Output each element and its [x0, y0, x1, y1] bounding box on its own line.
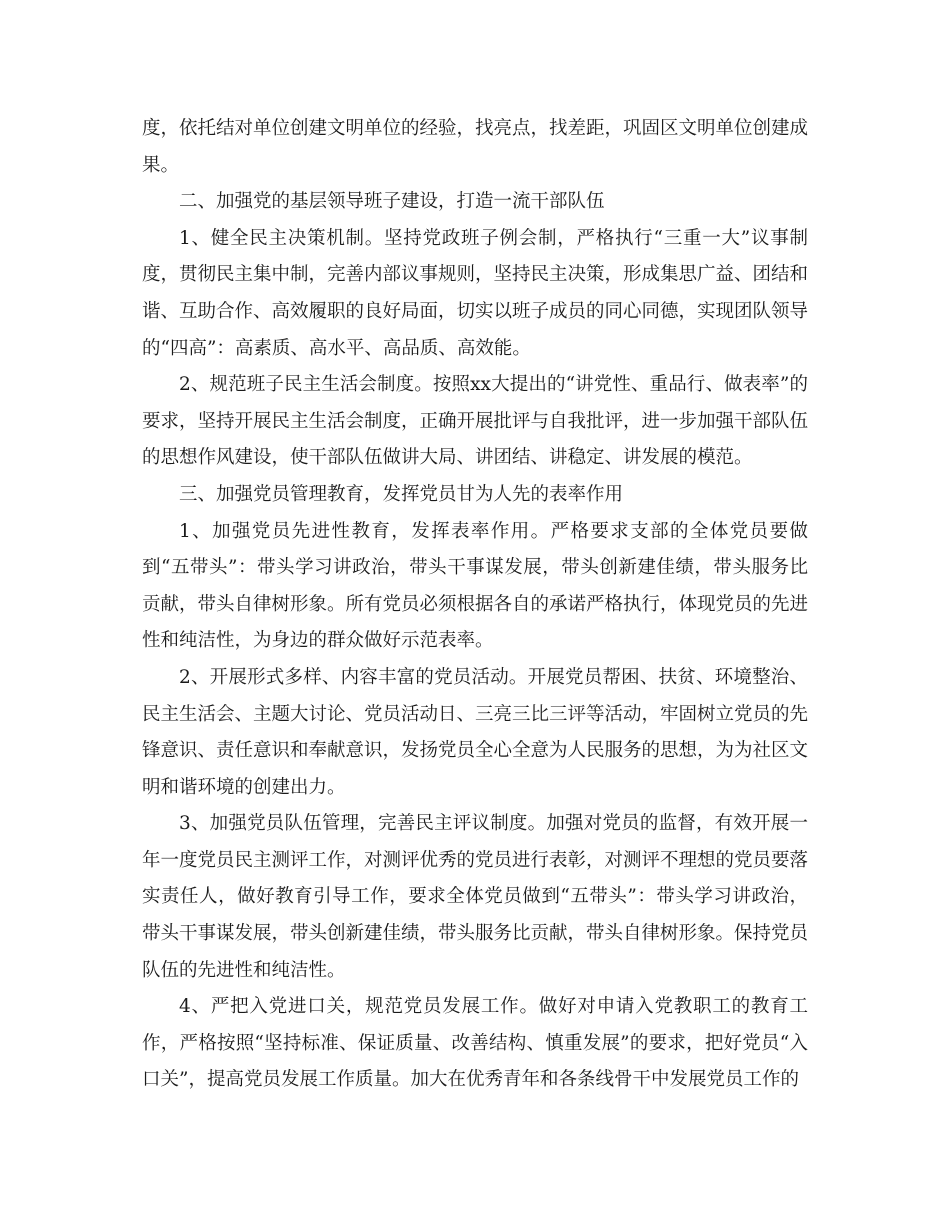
paragraph-3-2: 2、开展形式多样、内容丰富的党员活动。开展党员帮困、扶贫、环境整治、民主生活会、主题大讨论、党员活动日、三亮三比三评等活动，牢固树立党员的先锋意识、责任意识和奉献意识，发扬党员全心全意为人民服务的思想，为为社区文明和谐环境的创建出力。 [142, 666, 809, 798]
paragraph-2-2: 2、规范班子民主生活会制度。按照xx大提出的“讲党性、重品行、做表率”的要求，坚持开展民主生活会制度，正确开展批评与自我批评，进一步加强干部队伍的思想作风建设，使干部队伍做讲大局、讲团结、讲稳定、讲发展的模范。 [142, 374, 809, 469]
section-heading-3: 三、加强党员管理教育，发挥党员甘为人先的表率作用 [179, 483, 624, 505]
section-heading-2: 二、加强党的基层领导班子建设，打造一流干部队伍 [179, 191, 605, 213]
paragraph-3-1: 1、加强党员先进性教育，发挥表率作用。严格要求支部的全体党员要做到“五带头”：带头学习讲政治，带头干事谋发展，带头创新建佳绩，带头服务比贡献，带头自律树形象。所有党员必须根据各自的承诺严格执行，体现党员的先进性和纯洁性，为身边的群众做好示范表率。 [142, 520, 809, 652]
paragraph-2-1: 1、健全民主决策机制。坚持党政班子例会制，严格执行“三重一大”议事制度，贯彻民主集中制，完善内部议事规则，坚持民主决策，形成集思广益、团结和谐、互助合作、高效履职的良好局面，切实以班子成员的同心同德，实现团队领导的“四高”：高素质、高水平、高品质、高效能。 [142, 227, 809, 359]
document-body [142, 111, 808, 1099]
paragraph-3-3: 3、加强党员队伍管理，完善民主评议制度。加强对党员的监督，有效开展一年一度党员民主测评工作，对测评优秀的党员进行表彰，对测评不理想的党员要落实责任人，做好教育引导工作，要求全体党员做到“五带头”：带头学习讲政治，带头干事谋发展，带头创新建佳绩，带头服务比贡献，带头自律树形象。保持党员队伍的先进性和纯洁性。 [142, 813, 809, 981]
paragraph-continuation: 度，依托结对单位创建文明单位的经验，找亮点，找差距，巩固区文明单位创建成果。 [142, 118, 809, 176]
paragraph-3-4: 4、严把入党进口关，规范党员发展工作。做好对申请入党教职工的教育工作，严格按照“坚持标准、保证质量、改善结构、慎重发展”的要求，把好党员“入口关”，提高党员发展工作质量。加大在优秀青年和各条线骨干中发展党员工作的 [142, 996, 808, 1091]
